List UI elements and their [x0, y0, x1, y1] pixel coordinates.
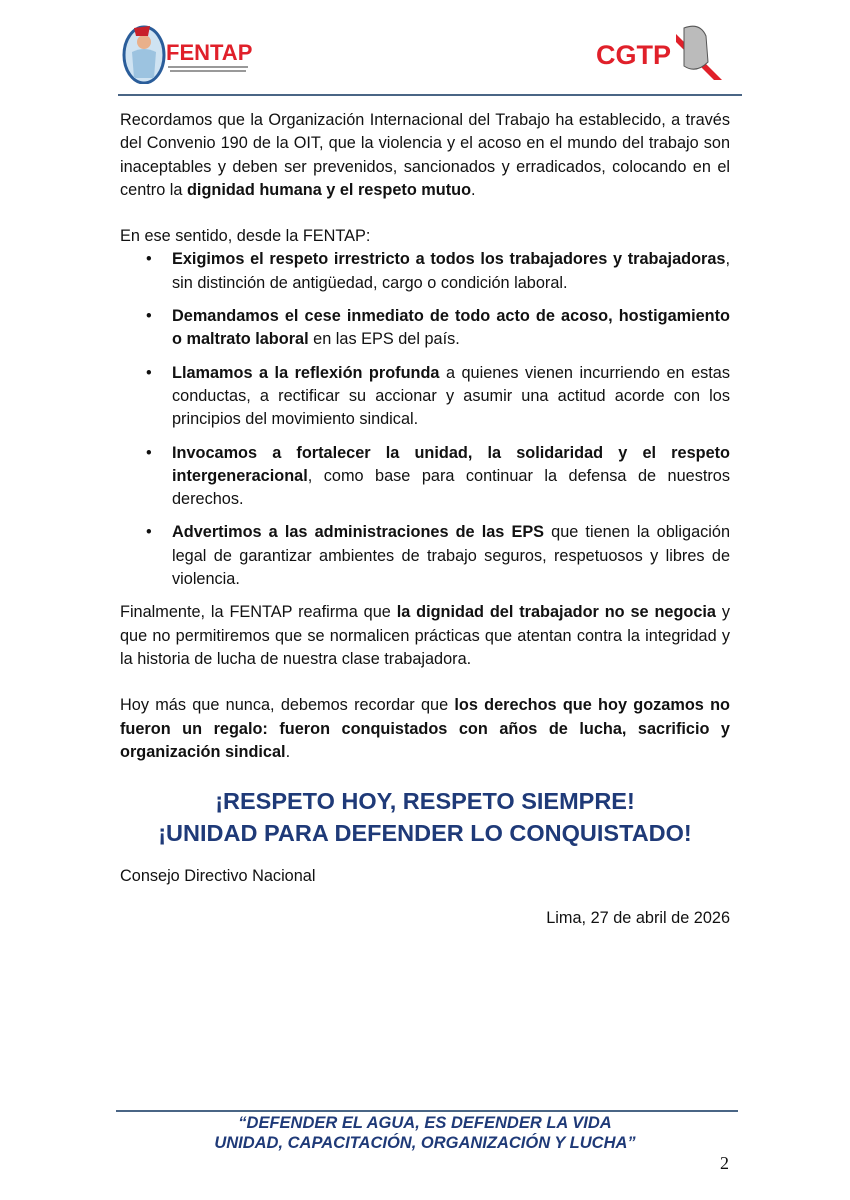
text: que tienen la obligación legal de garantizar ambientes de trabajo seguros, respetuosos y libres de violencia.	[172, 523, 730, 589]
list-item	[120, 362, 730, 432]
text: .	[285, 742, 291, 761]
slogan-1: ¡RESPETO HOY, RESPETO SIEMPRE!	[215, 788, 635, 814]
footer-motto	[0, 1113, 850, 1153]
emphasis: la dignidad del trabajador no se negocia	[396, 603, 716, 622]
letter-body	[120, 109, 730, 764]
text: Recordamos que la Organización Internacional del Trabajo ha establecido, a través del Convenio 190 de la OIT, que la violencia y el acoso en el mundo del trabajo son inaceptables y deben ser prevenidos, sancionados y erradicados, colocando en el centro la	[120, 111, 730, 199]
header-rule	[118, 94, 742, 96]
emphasis: dignidad humana y el respeto mutuo	[186, 180, 472, 199]
paragraph-rights	[120, 694, 730, 764]
slogans	[0, 785, 850, 849]
text: a quienes vienen incurriendo en estas conductas, a rectificar su accionar y asumir una actitud acorde con los principios del movimiento sindical.	[172, 363, 730, 429]
text: Finalmente, la FENTAP reafirma que	[120, 603, 397, 622]
emphasis: Invocamos a fortalecer la unidad, la solidaridad y el respeto intergeneracional	[172, 443, 730, 485]
text: y que no permitiremos que se normalicen prácticas que atentan contra la integridad y la historia de lucha de nuestra clase trabajadora.	[120, 603, 730, 668]
paragraph-final	[120, 601, 730, 671]
cgtp-logo	[596, 22, 726, 82]
list-item	[120, 442, 730, 512]
text: en las EPS del país.	[308, 330, 460, 349]
text: .	[471, 180, 476, 199]
date: Lima, 27 de abril de 2026	[546, 909, 730, 927]
paragraph-oit	[120, 109, 730, 202]
emphasis: los derechos que hoy gozamos no fueron un regalo: fueron conquistados con años de lucha, sacrificio y organización sindical	[120, 696, 730, 761]
svg-text:CGTP: CGTP	[596, 40, 672, 70]
footer-line-2: UNIDAD, CAPACITACIÓN, ORGANIZACIÓN Y LUCHA”	[214, 1134, 636, 1152]
svg-text:FENTAP: FENTAP	[166, 40, 253, 65]
footer-line-1: “DEFENDER EL AGUA, ES DEFENDER LA VIDA	[238, 1114, 612, 1132]
footer-rule	[116, 1110, 738, 1112]
emphasis: Demandamos el cese inmediato de todo acto de acoso, hostigamiento o maltrato laboral	[172, 307, 730, 349]
demands-list	[120, 248, 730, 591]
text: , sin distinción de antigüedad, cargo o condición laboral.	[172, 250, 730, 292]
list-item	[120, 248, 730, 295]
text: Hoy más que nunca, debemos recordar que	[120, 696, 455, 715]
page-number: 2	[720, 1153, 729, 1173]
list-item	[120, 521, 730, 591]
signature: Consejo Directivo Nacional	[120, 867, 316, 885]
list-item	[120, 305, 730, 352]
slogan-2: ¡UNIDAD PARA DEFENDER LO CONQUISTADO!	[158, 820, 692, 846]
emphasis: Advertimos a las administraciones de las EPS	[172, 523, 545, 542]
paragraph-intro: En ese sentido, desde la FENTAP:	[120, 227, 371, 246]
text: , como base para continuar la defensa de nuestros derechos.	[172, 466, 730, 509]
emphasis: Exigimos el respeto irrestricto a todos los trabajadores y trabajadoras	[172, 250, 726, 269]
emphasis: Llamamos a la reflexión profunda	[172, 363, 440, 382]
fentap-logo	[122, 22, 262, 84]
